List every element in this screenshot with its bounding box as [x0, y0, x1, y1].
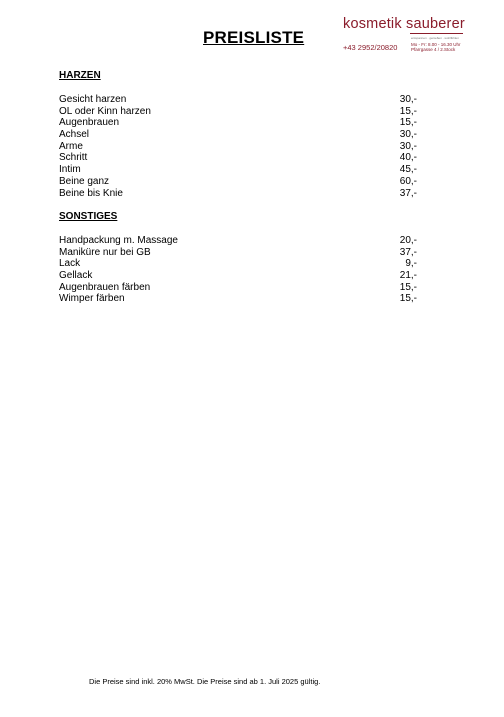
price-row [59, 141, 417, 153]
price-row [59, 152, 417, 164]
section-title-harzen: HARZEN [59, 70, 101, 81]
price-list-harzen [59, 94, 417, 199]
item-name: Beine bis Knie [59, 187, 123, 199]
logo-hours: Mo - Fr: 8.00 - 16.30 Uhr [411, 42, 461, 47]
item-name: Achsel [59, 129, 90, 141]
price-row [59, 247, 417, 259]
item-price: 15,- [399, 105, 417, 117]
item-price: 20,- [399, 235, 417, 246]
price-row [59, 94, 417, 106]
item-price: 60,- [399, 175, 417, 187]
item-name: Lack [59, 258, 81, 270]
item-price: 37,- [399, 187, 417, 199]
logo-name: kosmetik sauberer [343, 16, 465, 32]
item-name: Arme [59, 140, 83, 152]
item-price: 15,- [399, 281, 417, 293]
logo-tagline: entspannen · genießen · wohlfühlen [411, 36, 459, 40]
item-name: Beine ganz [59, 175, 110, 187]
price-row [59, 235, 417, 247]
price-list-sonstiges [59, 235, 417, 305]
price-row [59, 117, 417, 129]
footer-note: Die Preise sind inkl. 20% MwSt. Die Preise sind ab 1. Juli 2025 gültig. [89, 677, 321, 686]
item-price: 30,- [399, 94, 417, 105]
item-name: Gellack [59, 270, 93, 282]
item-price: 15,- [399, 117, 417, 129]
page-title: PREISLISTE [203, 28, 305, 47]
item-name: OL oder Kinn harzen [59, 105, 151, 117]
item-name: Handpackung m. Massage [59, 235, 178, 246]
price-row [59, 188, 417, 200]
price-row [59, 258, 417, 270]
item-name: Wimper färben [59, 293, 125, 305]
item-name: Augenbrauen färben [59, 281, 151, 293]
logo-address: Pfarrgasse 4 / 2.Stock [411, 47, 456, 52]
item-price: 30,- [399, 129, 417, 141]
section-title-sonstiges: SONSTIGES [59, 211, 118, 222]
kosmetik-sauberer-logo [343, 16, 468, 58]
item-price: 15,- [399, 293, 417, 305]
item-name: Intim [59, 164, 81, 176]
item-price: 21,- [399, 270, 417, 282]
price-row [59, 129, 417, 141]
item-price: 9,- [405, 258, 417, 270]
price-row [59, 282, 417, 294]
logo-hours-block [411, 42, 461, 52]
price-row [59, 270, 417, 282]
price-row [59, 176, 417, 188]
logo-phone: +43 2952/20820 [343, 43, 398, 52]
item-name: Gesicht harzen [59, 94, 127, 105]
item-name: Maniküre nur bei GB [59, 246, 151, 258]
price-row [59, 106, 417, 118]
item-name: Schritt [59, 152, 88, 164]
price-row [59, 293, 417, 305]
price-row [59, 164, 417, 176]
item-price: 30,- [399, 140, 417, 152]
item-price: 45,- [399, 164, 417, 176]
item-price: 40,- [399, 152, 417, 164]
item-price: 37,- [399, 246, 417, 258]
item-name: Augenbrauen [59, 117, 120, 129]
logo-underline [410, 33, 463, 34]
